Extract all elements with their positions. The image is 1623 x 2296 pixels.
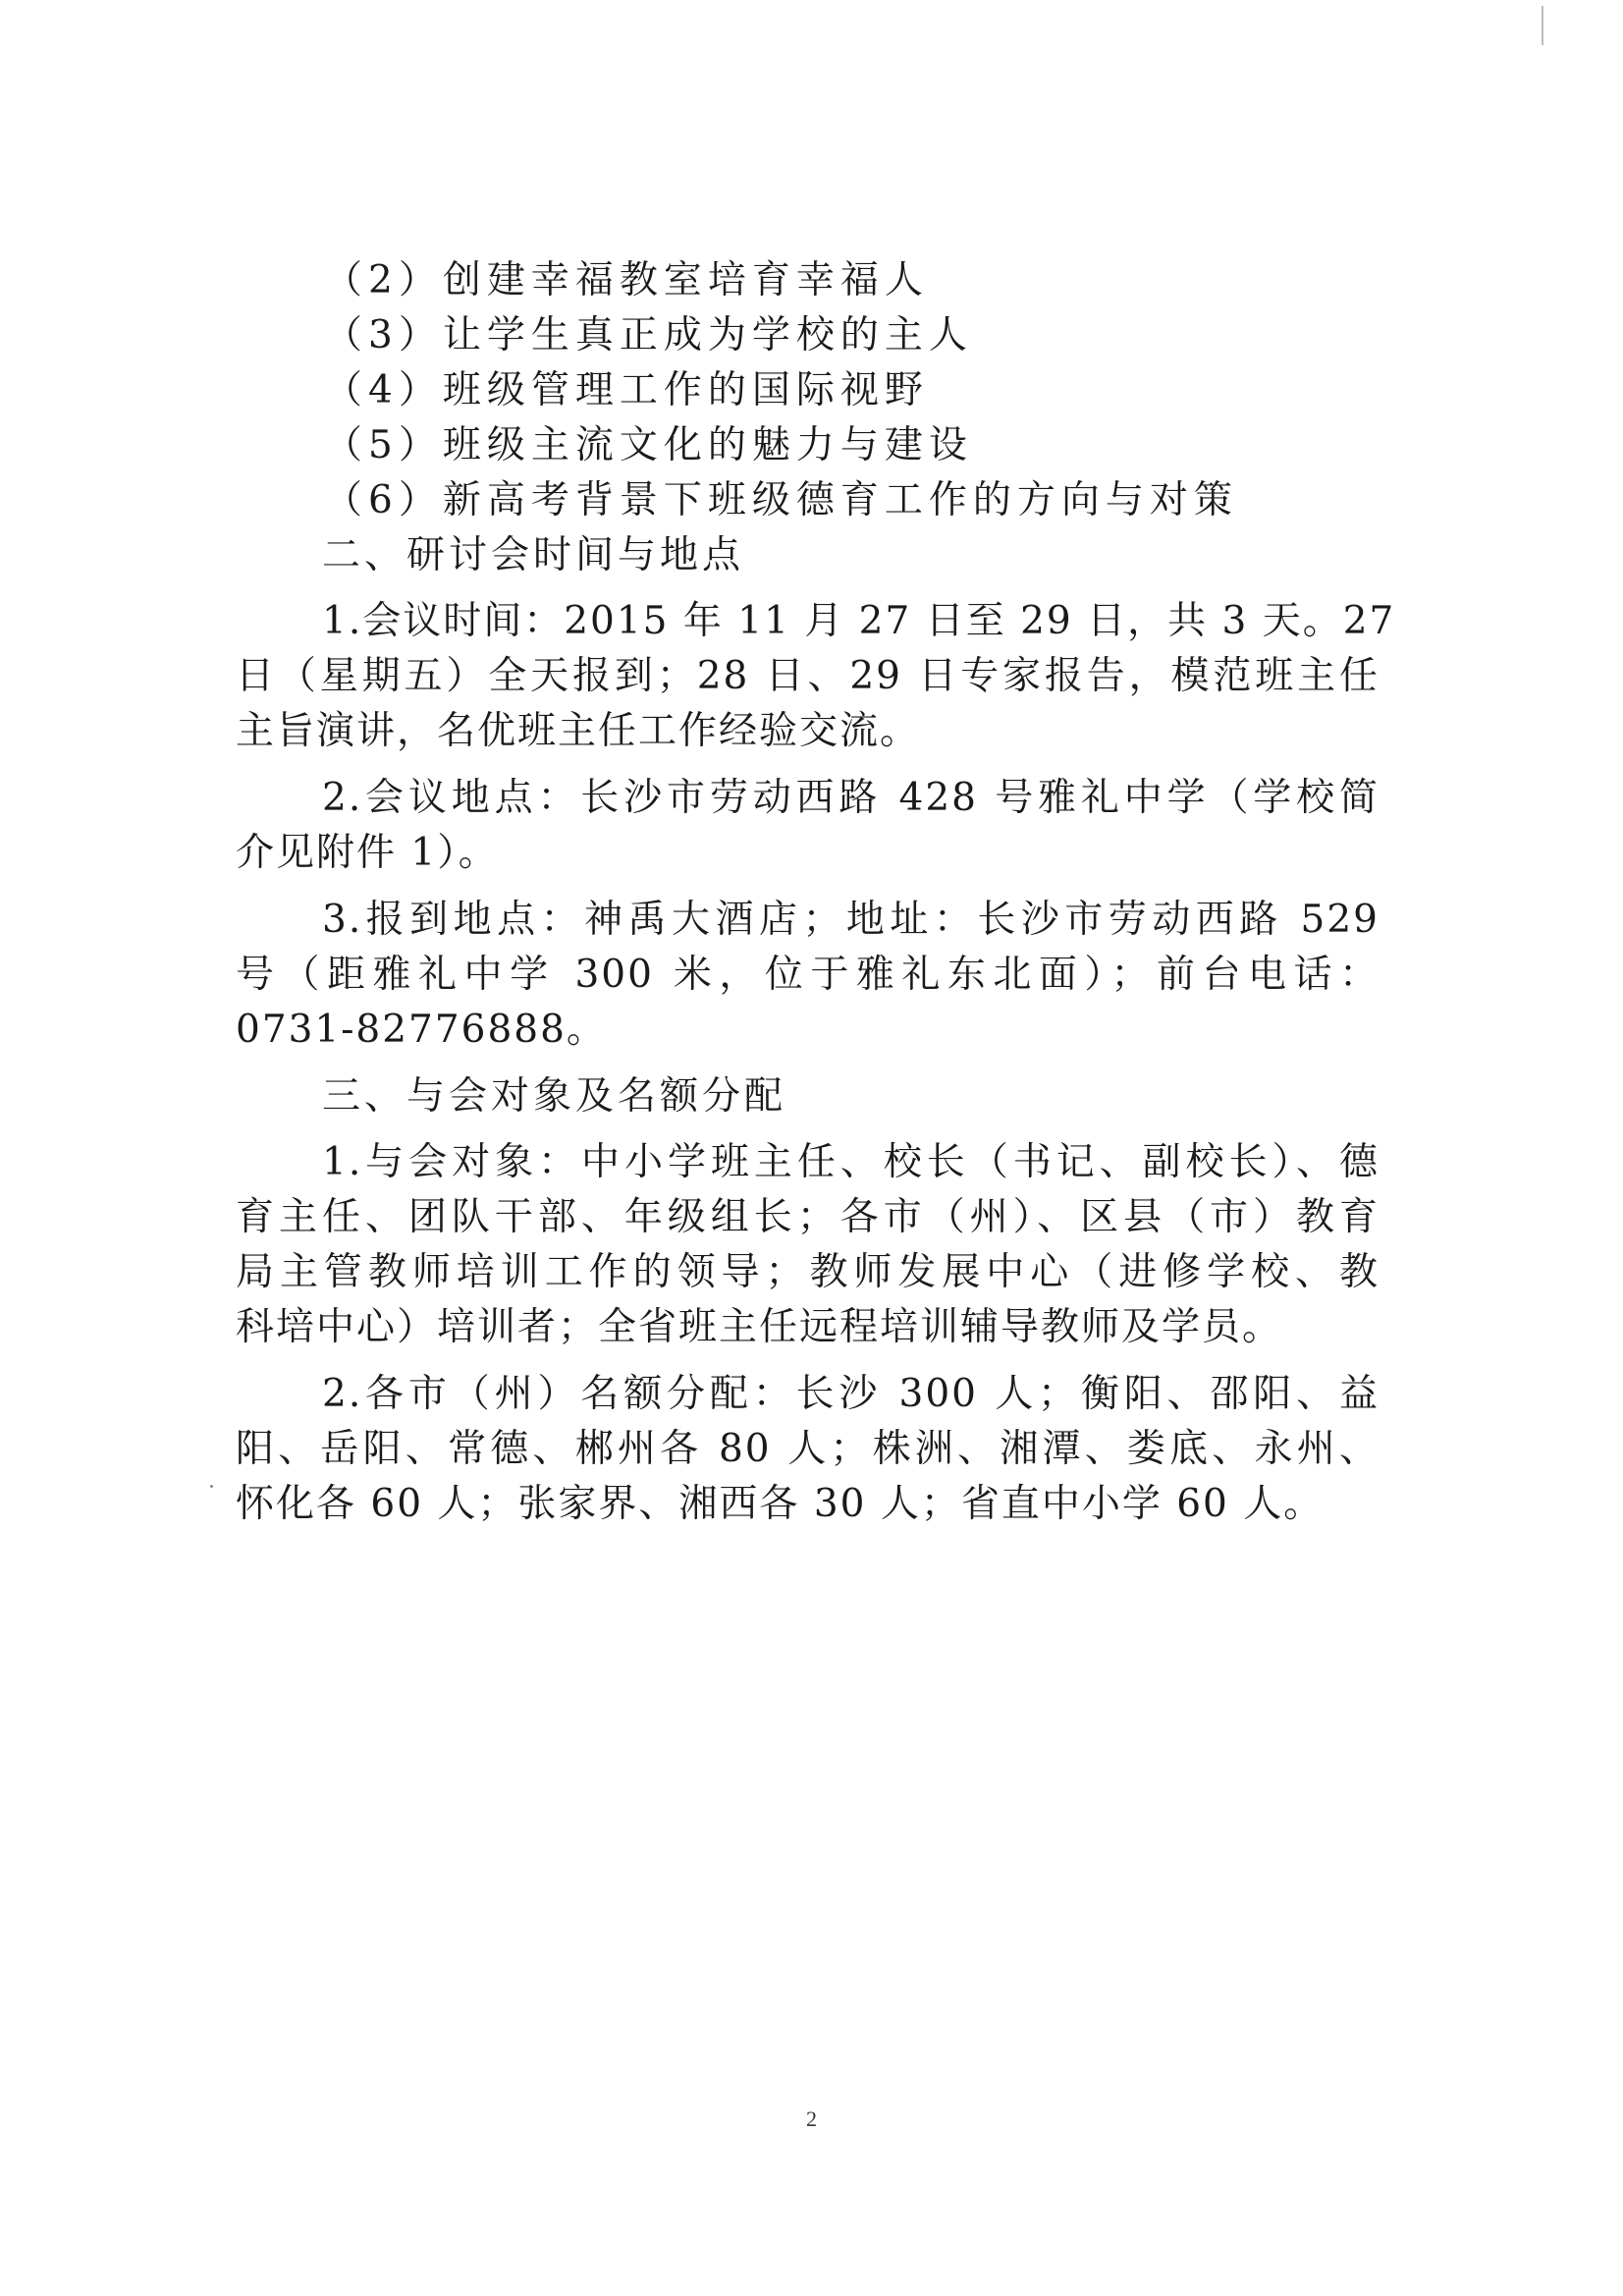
topic-item-2: （2）创建幸福教室培育幸福人	[324, 258, 929, 302]
section-heading-time-venue: 二、研讨会时间与地点	[322, 533, 745, 577]
scan-edge-mark	[1542, 6, 1543, 45]
meeting-time-line-3: 主旨演讲，名优班主任工作经验交流。	[236, 709, 921, 753]
meeting-venue-line-1: 2.会议地点：长沙市劳动西路 428 号雅礼中学（学校简	[322, 776, 1380, 820]
page-number: 2	[806, 2106, 817, 2131]
topic-item-4: （4）班级管理工作的国际视野	[324, 368, 929, 412]
registration-line-1: 3.报到地点：神禹大酒店；地址：长沙市劳动西路 529	[322, 898, 1380, 942]
section-heading-participants: 三、与会对象及名额分配	[322, 1074, 787, 1119]
topic-item-5: （5）班级主流文化的魅力与建设	[324, 423, 973, 467]
meeting-time-line-1: 1.会议时间：2015 年 11 月 27 日至 29 日，共 3 天。27	[322, 599, 1396, 643]
topic-item-6: （6）新高考背景下班级德育工作的方向与对策	[324, 478, 1238, 522]
quota-line-3: 怀化各 60 人；张家界、湘西各 30 人；省直中小学 60 人。	[236, 1482, 1325, 1526]
participants-line-2: 育主任、团队干部、年级组长；各市（州）、区县（市）教育	[236, 1195, 1380, 1239]
topic-item-3: （3）让学生真正成为学校的主人	[324, 313, 973, 357]
participants-line-1: 1.与会对象：中小学班主任、校长（书记、副校长）、德	[322, 1140, 1380, 1184]
participants-line-3: 局主管教师培训工作的领导；教师发展中心（进修学校、教	[236, 1250, 1380, 1294]
meeting-venue-line-2: 介见附件 1）。	[236, 831, 499, 875]
registration-line-3: 0731-82776888。	[236, 1008, 607, 1052]
registration-line-2: 号（距雅礼中学 300 米，位于雅礼东北面）；前台电话：	[236, 953, 1380, 997]
meeting-time-line-2: 日（星期五）全天报到；28 日、29 日专家报告，模范班主任	[236, 654, 1380, 698]
quota-line-2: 阳、岳阳、常德、郴州各 80 人；株洲、湘潭、娄底、永州、	[236, 1427, 1380, 1471]
scan-speck	[210, 1485, 213, 1488]
participants-line-4: 科培中心）培训者；全省班主任远程培训辅导教师及学员。	[236, 1305, 1283, 1349]
quota-line-1: 2.各市（州）名额分配：长沙 300 人；衡阳、邵阳、益	[322, 1372, 1380, 1416]
